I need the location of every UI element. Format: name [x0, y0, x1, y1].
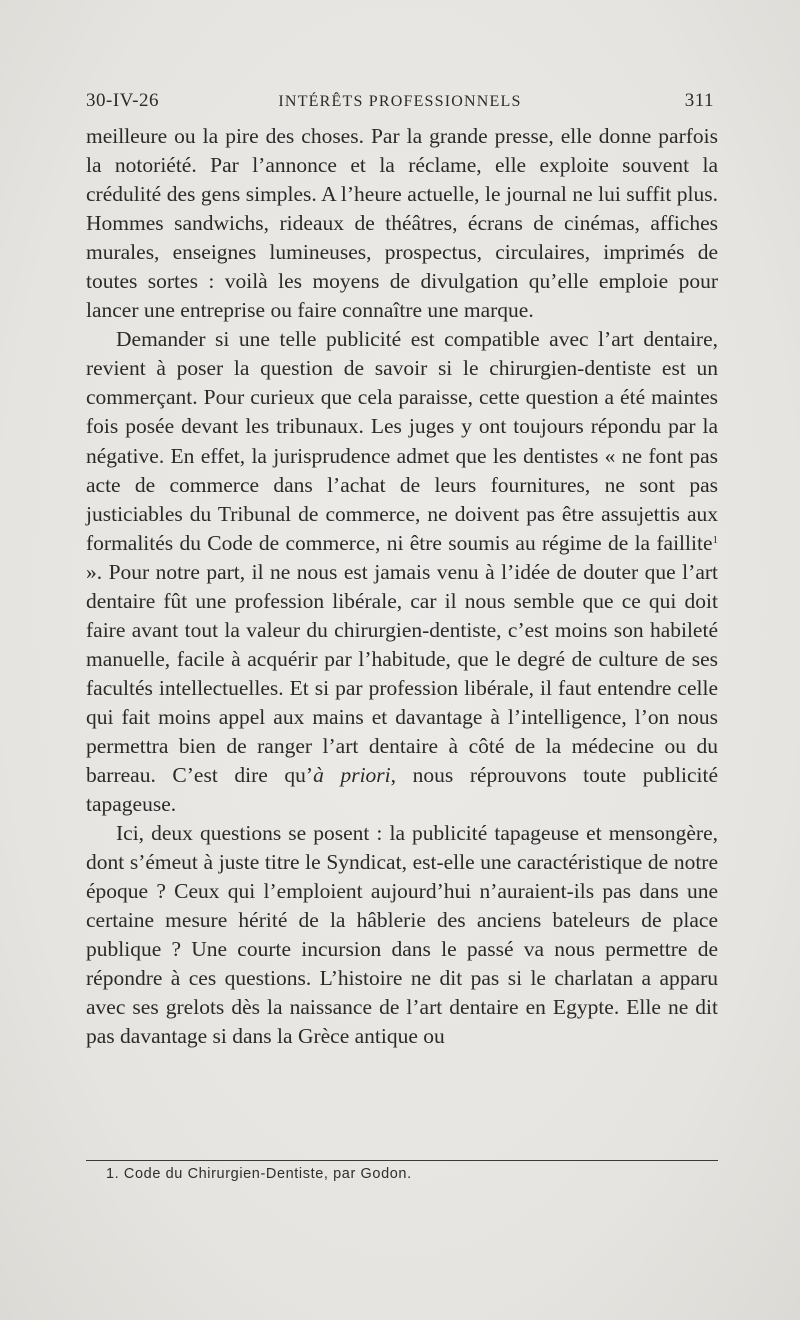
paragraph-2-part-c: , nous réprouvons toute publicité tapageuse.	[86, 763, 719, 817]
footnote-divider	[86, 1160, 718, 1161]
paragraph-2-part-a: Demander si une telle publicité est compatible avec l’art dentaire, revient à poser la question de savoir si le chirurgien-dentiste est un commerçant. Pour curieux que cela paraisse, cette question a été maintes fois posée devant les tribunaux. Les juges y ont toujours répondu par la négative. En effet, la jurisprudence admet que les dentistes « ne font pas acte de commerce dans l’achat de leurs fournitures, ne sont pas justiciables du Tribunal de commerce, ne doivent pas être assujettis aux formalités du Code de commerce, ni être soumis au régime de la faillite	[86, 327, 718, 555]
running-head	[86, 90, 714, 120]
italic-a-priori: à priori	[313, 763, 391, 788]
paragraph-1: meilleure ou la pire des choses. Par la grande presse, elle donne parfois la notoriété. Par l’annonce et la réclame, elle exploite souvent la crédulité des gens simples. A l’heure actuelle, le journal ne lui suffit plus. Hommes sandwichs, rideaux de théâtres, écrans de cinémas, affiches murales, enseignes lumineuses, prospectus, circulaires, imprimés de toutes sortes : voilà les moyens de divulgation qu’elle emploie pour lancer une entreprise ou faire connaître une marque.	[86, 124, 718, 323]
paragraph-3: Ici, deux questions se posent : la publicité tapageuse et mensongère, dont s’émeut à juste titre le Syndicat, est-elle une caractéristique de notre époque ? Ceux qui l’emploient aujourd’hui n’auraient-ils pas dans une certaine mesure hérité de la hâblerie des anciens bateleurs de place publique ? Une courte incursion dans le passé va nous permettre de répondre à ces questions. L’histoire ne dit pas si le charlatan a apparu avec ses grelots dès la naissance de l’art dentaire en Egypte. Elle ne dit pas davantage si dans la Grèce antique ou	[86, 821, 718, 1049]
header-date: 30-IV-26	[86, 90, 159, 111]
paragraph-2-part-b: ». Pour notre part, il ne nous est jamais venu à l’idée de douter que l’art dentaire fût une profession libérale, car il nous semble que ce qui doit faire avant tout la valeur du chirurgien-dentiste, c’est moins son habileté manuelle, facile à acquérir par l’habitude, que le degré de culture de ses facultés intellectuelles. Et si par profession libérale, il faut entendre celle qui fait moins appel aux mains et davantage à l’intelligence, l’on nous permettra bien de ranger l’art dentaire à côté de la médecine ou du barreau. C’est dire qu’	[86, 559, 718, 788]
footnote-marker: 1	[712, 533, 718, 546]
header-title: INTÉRÊTS PROFESSIONNELS	[278, 93, 522, 110]
footnote: 1. Code du Chirurgien-Dentiste, par Godon.	[106, 1166, 412, 1182]
body-text	[86, 122, 718, 1052]
paragraph-2	[86, 325, 718, 819]
page-number: 311	[684, 90, 714, 111]
